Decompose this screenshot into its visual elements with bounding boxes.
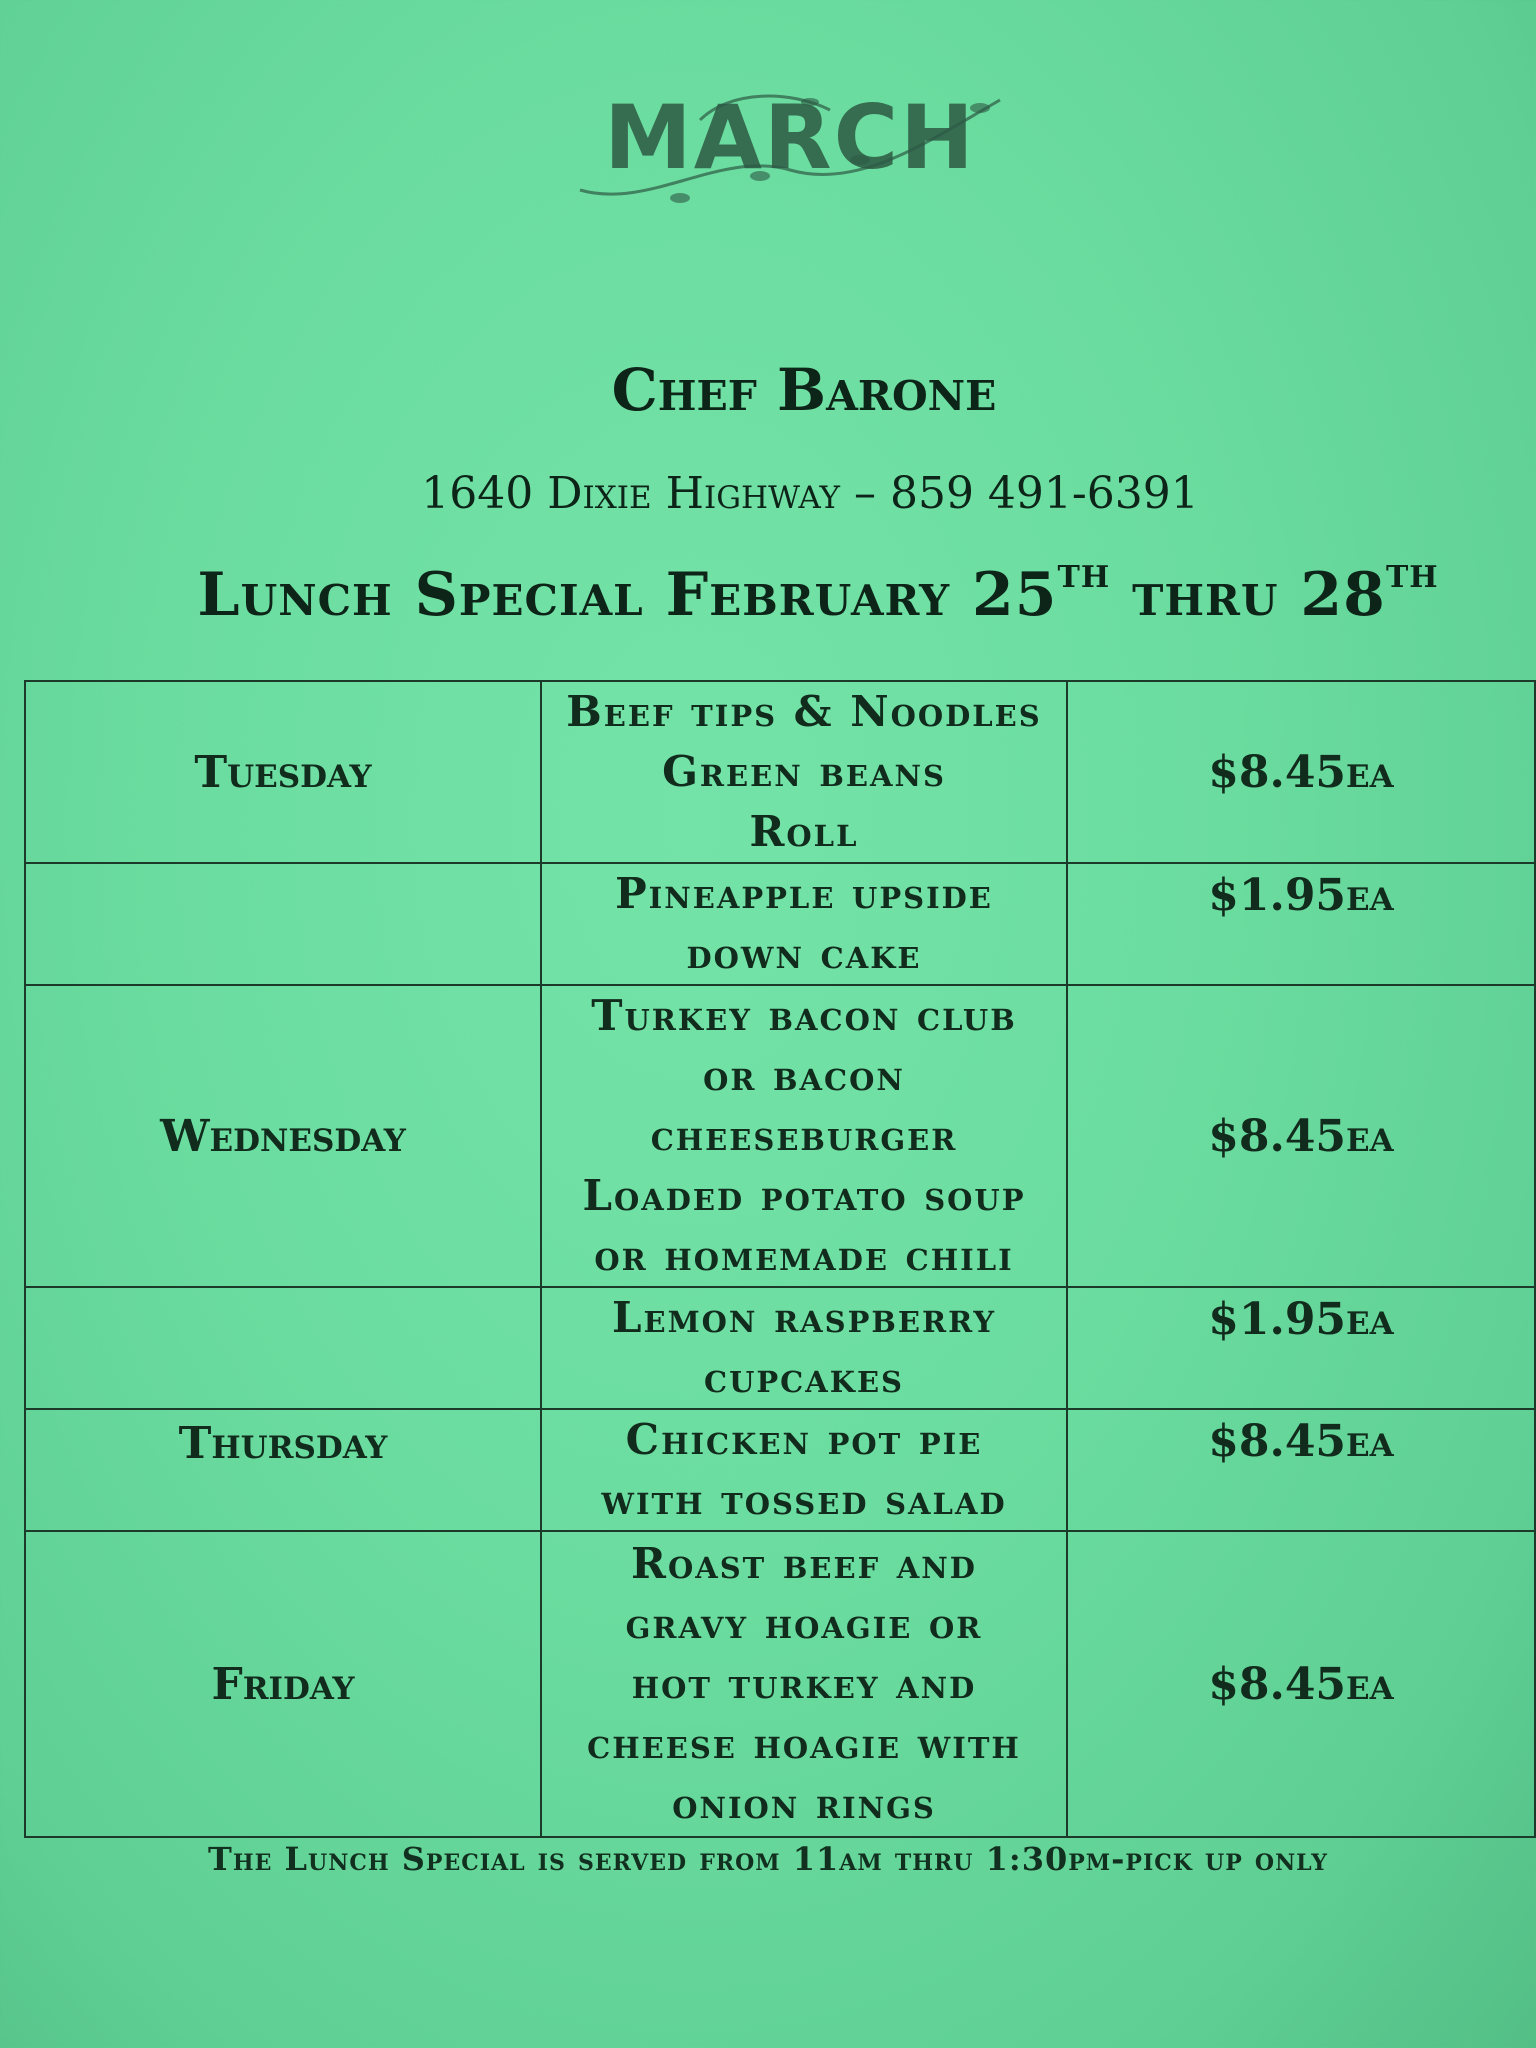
day-cell: Wednesday [25, 985, 541, 1287]
item-line: cheese hoagie with [587, 1719, 1021, 1768]
item-line: or homemade chili [594, 1231, 1014, 1280]
march-logo-text: MARCH [604, 86, 976, 189]
item-line: Roast beef and [631, 1539, 977, 1588]
footer-note: The Lunch Special is served from 11am thru 1:30pm-pick up only [208, 1840, 1328, 1878]
item-line: onion rings [672, 1779, 936, 1828]
item-cell [541, 1531, 1067, 1837]
item-line: gravy hoagie or [625, 1599, 983, 1648]
march-logo [560, 80, 1020, 220]
day-cell: Thursday [25, 1409, 541, 1531]
table-row [25, 1531, 1535, 1837]
item-line: with tossed salad [601, 1475, 1007, 1524]
item-line: cupcakes [703, 1353, 904, 1402]
item-cell [541, 1287, 1067, 1409]
lunch-special-title [50, 560, 1536, 630]
table-row [25, 681, 1535, 863]
restaurant-address-phone: 1640 Dixie Highway – 859 491-6391 [421, 468, 1199, 519]
item-cell [541, 863, 1067, 985]
item-cell [541, 1409, 1067, 1531]
day-cell: Tuesday [25, 681, 541, 863]
item-line: Lemon raspberry [611, 1293, 997, 1342]
lunch-special-prefix: Lunch Special February 25 [197, 560, 1058, 630]
table-row [25, 985, 1535, 1287]
item-line: Roll [749, 807, 859, 856]
table-row [25, 1409, 1535, 1531]
lunch-special-mid: thru 28 [1110, 560, 1386, 630]
item-line: Green beans [662, 747, 946, 796]
item-cell [541, 985, 1067, 1287]
day-cell [25, 1287, 541, 1409]
price-cell: $1.95ea [1067, 863, 1535, 985]
menu-table [24, 680, 1536, 1838]
price-cell: $8.45ea [1067, 985, 1535, 1287]
day-cell: Friday [25, 1531, 541, 1837]
item-line: Chicken pot pie [625, 1415, 983, 1464]
item-line: hot turkey and [631, 1659, 977, 1708]
restaurant-name: Chef Barone [611, 356, 997, 424]
table-row [25, 1287, 1535, 1409]
price-cell: $1.95ea [1067, 1287, 1535, 1409]
ordinal-suffix: TH [1057, 560, 1111, 595]
item-line: Beef tips & Noodles [566, 687, 1042, 736]
price-cell: $8.45ea [1067, 1531, 1535, 1837]
item-line: or bacon [703, 1051, 905, 1100]
item-cell [541, 681, 1067, 863]
item-line: Turkey bacon club [591, 991, 1017, 1040]
item-line: cheeseburger [650, 1111, 958, 1160]
ordinal-suffix: TH [1385, 560, 1439, 595]
item-line: Loaded potato soup [582, 1171, 1026, 1220]
price-cell: $8.45ea [1067, 681, 1535, 863]
item-line: Pineapple upside [615, 869, 993, 918]
item-line: down cake [686, 929, 922, 978]
price-cell: $8.45ea [1067, 1409, 1535, 1531]
table-row [25, 863, 1535, 985]
day-cell [25, 863, 541, 985]
